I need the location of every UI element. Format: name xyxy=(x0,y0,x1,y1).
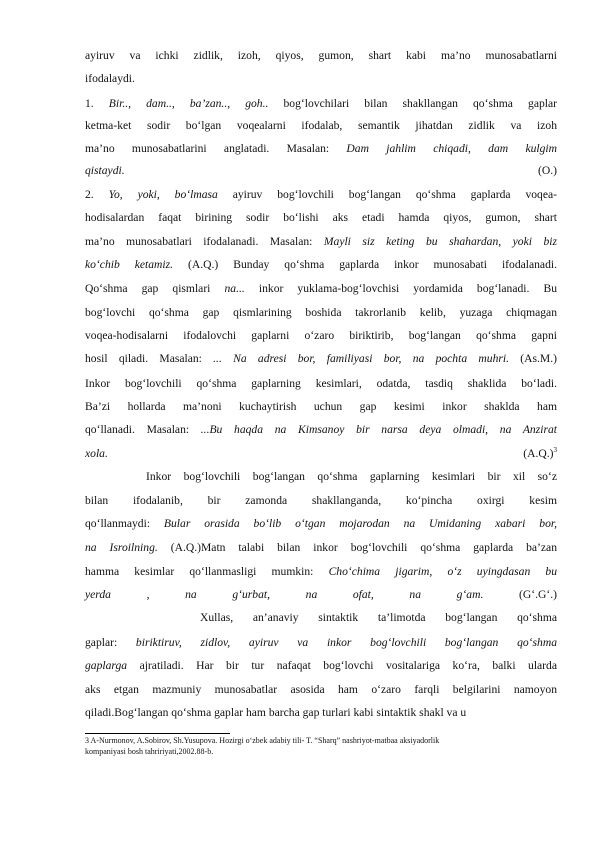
text-line xyxy=(85,376,557,392)
text-run: (O.) xyxy=(124,164,557,177)
italic-example: xola. xyxy=(85,447,108,460)
text-line xyxy=(85,48,557,64)
italic-example: ko‘chib ketamiz. xyxy=(85,258,174,271)
text-run: qo‘llanmaydi: xyxy=(85,517,164,530)
text-run: inkor yuklama-bog‘lovchisi yordamida bog‘lanadi. Bu xyxy=(244,282,558,295)
text-line xyxy=(85,187,557,203)
text-line xyxy=(85,540,557,556)
text-line xyxy=(85,399,557,415)
text-line xyxy=(85,705,557,721)
text-line xyxy=(85,234,557,250)
text-line xyxy=(85,682,557,698)
text-line xyxy=(85,446,557,462)
text-line xyxy=(85,163,557,179)
text-run: ketma-ket sodir bo‘lgan voqealarni ifodalab, semantik jihatdan zidlik va izoh xyxy=(85,119,557,132)
text-run: (As.M.) xyxy=(509,352,557,365)
text-line xyxy=(85,257,557,273)
text-run: hodisalardan faqat birining sodir bo‘lishi aks etadi hamda qiyos, gumon, shart xyxy=(85,211,557,224)
footnote-line-2: kompaniyasi bosh tahririyati,2002.88-b. xyxy=(85,747,214,756)
text-line xyxy=(85,118,557,134)
italic-example: na... xyxy=(224,282,245,295)
text-run: voqea-hodisalarni ifodalovchi gaplarni o‘zaro biriktirib, bog‘langan qo‘shma gapni xyxy=(85,329,557,342)
text-line xyxy=(85,328,557,344)
text-run: aks etgan mazmuniy munosabatlar asosida ham o‘zaro farqli belgilarini namoyon xyxy=(85,683,557,696)
italic-example: qistaydi. xyxy=(85,164,125,177)
italic-example: Dam jahlim chiqadi, dam kulgim xyxy=(346,142,557,155)
text-run: ayiruv bog‘lovchili bog‘langan qo‘shma gaplarda voqea- xyxy=(217,188,558,201)
text-line xyxy=(85,658,557,674)
italic-example: biriktiruv, zidlov, ayiruv va inkor bog‘lovchili bog‘langan qo‘shma xyxy=(135,636,558,649)
text-run: ma’no munosabatlari ifodalanadi. Masalan: xyxy=(85,235,324,248)
text-run: ma’no munosabatlarini anglatadi. Masalan: xyxy=(85,142,347,155)
text-run: (A.Q.)Matn talabi bilan inkor bog‘lovchili qo‘shma gaplarda ba’zan xyxy=(157,541,557,554)
italic-example: Yo, yoki, bo‘lmasa xyxy=(108,188,218,201)
italic-example: Mayli siz keting bu shahardan, yoki biz xyxy=(323,235,557,248)
text-run: bog‘lovchilari bilan shakllangan qo‘shma gaplar xyxy=(268,97,558,110)
text-line xyxy=(85,516,557,532)
text-line xyxy=(85,635,557,651)
text-run: qo‘llanadi. Masalan: xyxy=(85,423,201,436)
italic-example: Bir.., dam.., ba’zan.., goh.. xyxy=(108,97,269,110)
text-run: (A.Q.) xyxy=(107,447,554,460)
text-run: 2. xyxy=(85,188,109,201)
text-line xyxy=(85,210,557,226)
text-line xyxy=(85,71,557,87)
text-run: 1. xyxy=(85,97,109,110)
text-line xyxy=(85,493,557,509)
text-run: qiladi.Bog‘langan qo‘shma gaplar ham barcha gap turlari kabi sintaktik shakl va u xyxy=(85,706,467,719)
text-run: ayiruv va ichki zidlik, izoh, qiyos, gumon, shart kabi ma’no munosabatlarni xyxy=(85,49,557,62)
text-run: bog‘lovchi qo‘shma gap qismlarining boshida takrorlanib kelib, yuzaga chiqmagan xyxy=(85,306,557,319)
text-line xyxy=(85,305,557,321)
text-line xyxy=(85,96,557,112)
italic-example: na Isroilning. xyxy=(85,541,158,554)
text-line xyxy=(146,469,557,485)
text-run: (A.Q.) Bunday qo‘shma gaplarda inkor munosabati ifodalanadi. xyxy=(173,258,557,271)
footnote-rule xyxy=(85,733,230,734)
text-line xyxy=(85,564,557,580)
text-line xyxy=(85,587,557,603)
text-run: Ba’zi hollarda ma’noni kuchaytirish uchun gap kesimi inkor shaklda ham xyxy=(85,400,557,413)
text-line xyxy=(200,610,557,626)
text-line xyxy=(85,281,557,297)
italic-example: yerda , na g‘urbat, na ofat, na g‘am. xyxy=(85,588,484,601)
italic-example: gaplarga xyxy=(85,659,128,672)
text-run: ifodalaydi. xyxy=(85,72,135,85)
italic-example: ...Bu haqda na Kimsanoy bir narsa deya olmadi, na Anzirat xyxy=(200,423,557,436)
text-run: (G‘.G‘.) xyxy=(483,588,557,601)
text-line xyxy=(85,422,557,438)
text-line xyxy=(85,351,557,367)
text-run: hosil qiladi. Masalan: xyxy=(85,352,214,365)
text-run: bilan ifodalanib, bir zamonda shakllanganda, ko‘pincha oxirgi kesim xyxy=(85,494,557,507)
text-run: gaplar: xyxy=(85,636,136,649)
footnote-ref: 3 xyxy=(553,446,557,455)
text-run: hamma kesimlar qo‘llanmasligi mumkin: xyxy=(85,565,329,578)
footnote-line-1: 3 A-Nurmonov, A.Sobirov, Sh.Yusupova. Hozirgi o‘zbek adabiy tili- T. “Sharq” nashriyot-matbaa aksiyadorlik xyxy=(85,736,440,745)
text-run: Qo‘shma gap qismlari xyxy=(85,282,225,295)
text-line xyxy=(85,141,557,157)
italic-example: Bular orasida bo‘lib o‘tgan mojarodan na Umidaning xabari bor, xyxy=(163,517,557,530)
text-run: Inkor bog‘lovchili bog‘langan qo‘shma gaplarning kesimlari bir xil so‘z xyxy=(146,470,557,483)
italic-example: Cho‘chima jigarim, o‘z uyingdasan bu xyxy=(328,565,558,578)
text-run: Inkor bog‘lovchili qo‘shma gaplarning kesimlari, odatda, tasdiq shaklida bo‘ladi. xyxy=(85,377,557,390)
text-run: ajratiladi. Har bir tur nafaqat bog‘lovchi vositalariga ko‘ra, balki ularda xyxy=(127,659,557,672)
italic-example: ... Na adresi bor, familiyasi bor, na pochta muhri. xyxy=(213,352,509,365)
text-run: Xullas, an’anaviy sintaktik ta’limotda bog‘langan qo‘shma xyxy=(200,611,557,624)
